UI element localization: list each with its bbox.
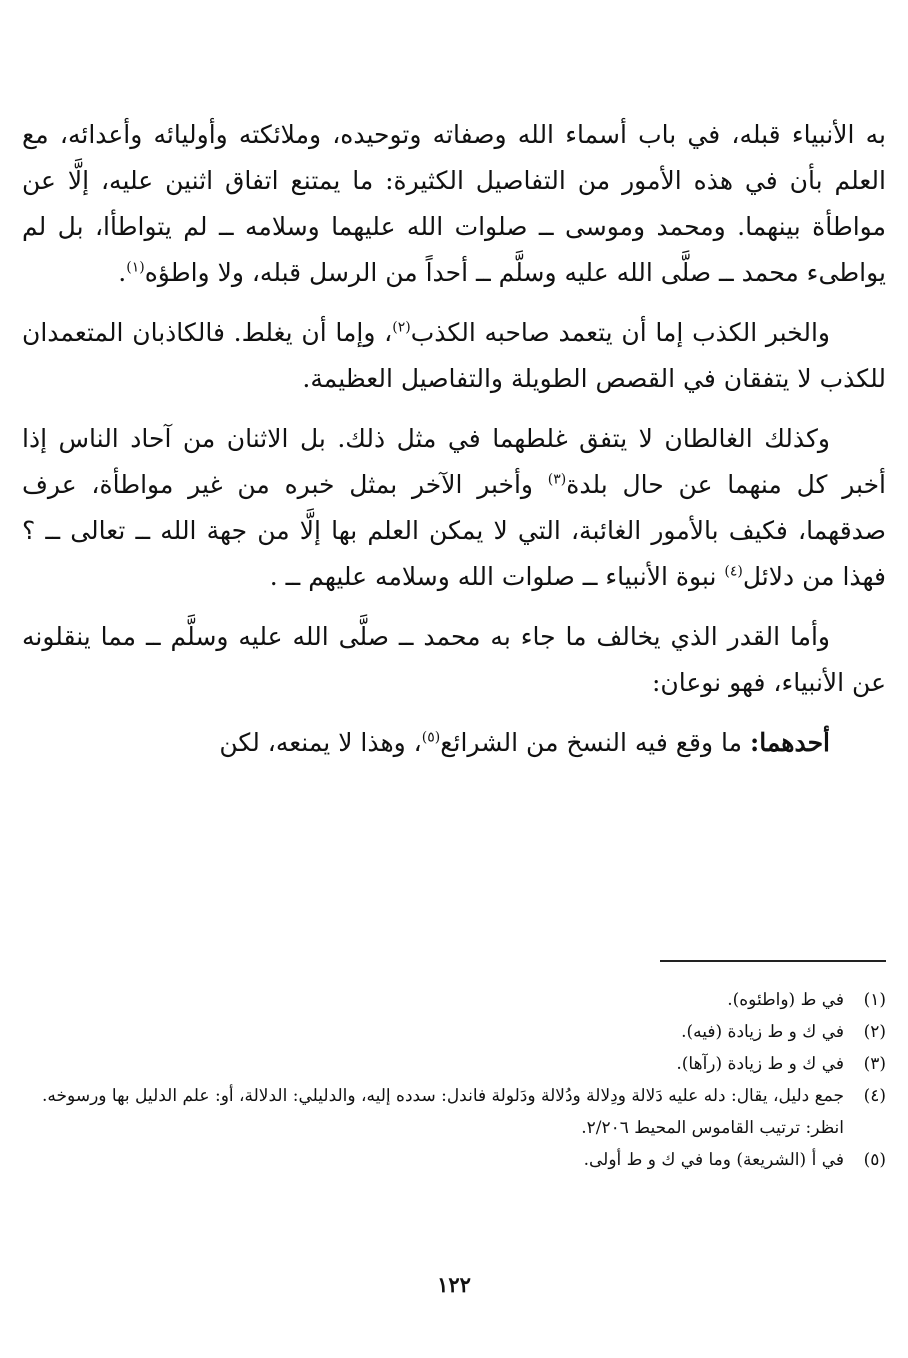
page-number: ١٢٢ — [437, 1272, 471, 1297]
paragraph-1 — [22, 112, 886, 296]
main-text — [22, 112, 886, 766]
footnote-text — [22, 984, 844, 1016]
paragraph-3-text-b: وأخبر الآخر بمثل خبره من غير مواطأة، عرف صدقهما، فكيف بالأمور الغائبة، التي لا يمكن العلم بها إلَّا من جهة الله ــ تعالى ــ ؟ فهذا من دلائل — [22, 470, 886, 591]
footnote-ref-4[interactable]: (٤) — [724, 563, 743, 580]
footnote-line: في ك و ط زيادة (رآها). — [676, 1054, 844, 1074]
paragraph-5 — [22, 720, 886, 766]
footnote-2 — [22, 1016, 886, 1048]
footnote-text — [22, 1080, 844, 1144]
footnote-divider — [660, 960, 886, 962]
footnote-number: (٤) — [863, 1086, 886, 1106]
paragraph-3-text-c: نبوة الأنبياء ــ صلوات الله وسلامه عليهم ــ . — [269, 562, 725, 591]
paragraph-5-text-b: ، وهذا لا يمنعه، لكن — [219, 728, 422, 757]
footnote-5 — [22, 1144, 886, 1176]
footnote-text — [22, 1144, 844, 1176]
footnote-ref-1[interactable]: (١) — [126, 259, 145, 276]
paragraph-3-text-a: وكذلك الغالطان لا يتفق غلطهما في مثل ذلك. بل الاثنان من آحاد الناس إذا أخبر كل منهما عن حال بلدة — [22, 424, 886, 499]
paragraph-2-text-b: ، وإما أن يغلط. فالكاذبان المتعمدان للكذب لا يتفقان في القصص الطويلة والتفاصيل العظيمة. — [22, 318, 886, 393]
footnote-line: في أ (الشريعة) وما في ك و ط أولى. — [583, 1150, 844, 1170]
footnote-ref-5[interactable]: (٥) — [421, 729, 441, 746]
footnote-number: (٥) — [863, 1150, 886, 1170]
footnote-text — [22, 1048, 844, 1080]
paragraph-5-text-a: ما وقع فيه النسخ من الشرائع — [440, 728, 750, 757]
paragraph-4-text: وأما القدر الذي يخالف ما جاء به محمد ــ صلَّى الله عليه وسلَّم ــ مما ينقلونه عن الأنبياء، فهو نوعان: — [22, 622, 886, 697]
footnotes — [22, 984, 886, 1176]
paragraph-2-text-a: والخبر الكذب إما أن يتعمد صاحبه الكذب — [410, 318, 830, 347]
paragraph-1-end: . — [118, 258, 127, 287]
footnote-number: (٢) — [863, 1022, 886, 1042]
paragraph-4 — [22, 614, 886, 706]
footnote-line: انظر: ترتيب القاموس المحيط ٢/٢٠٦. — [581, 1118, 844, 1138]
footnote-1 — [22, 984, 886, 1016]
footnote-line: في ط (واطئوه). — [727, 990, 844, 1010]
footnote-line: في ك و ط زيادة (فيه). — [681, 1022, 844, 1042]
paragraph-2 — [22, 310, 886, 402]
paragraph-5-lead: أحدهما: — [749, 728, 830, 757]
paragraph-3 — [22, 416, 886, 600]
footnote-line: جمع دليل، يقال: دله عليه دَلالة ودِلالة ودُلالة ودَلولة فاندل: سدده إليه، والدليلي: الدلالة، أو: علم الدليل بها ورسوخه. — [42, 1086, 844, 1106]
footnote-ref-3[interactable]: (٣) — [547, 471, 567, 488]
footnote-number: (١) — [863, 990, 886, 1010]
footnote-3 — [22, 1048, 886, 1080]
footnote-ref-2[interactable]: (٢) — [392, 319, 411, 336]
footnote-text — [22, 1016, 844, 1048]
footnote-number: (٣) — [863, 1054, 886, 1074]
book-page — [22, 112, 886, 1358]
footnote-4 — [22, 1080, 886, 1144]
paragraph-1-text: به الأنبياء قبله، في باب أسماء الله وصفاته وتوحيده، وملائكته وأوليائه وأعدائه، مع العلم بأن في هذه الأمور من التفاصيل الكثيرة: ما يمتنع اتفاق اثنين عليه، إلَّا عن مواطأة بينهما. ومحمد وموسى ــ صلوات الله عليهما وسلامه ــ لم يتواطأا، بل لم يواطىء محمد ــ صلَّى الله عليه وسلَّم ــ أحداً من الرسل قبله، ولا واطؤه — [22, 120, 886, 287]
